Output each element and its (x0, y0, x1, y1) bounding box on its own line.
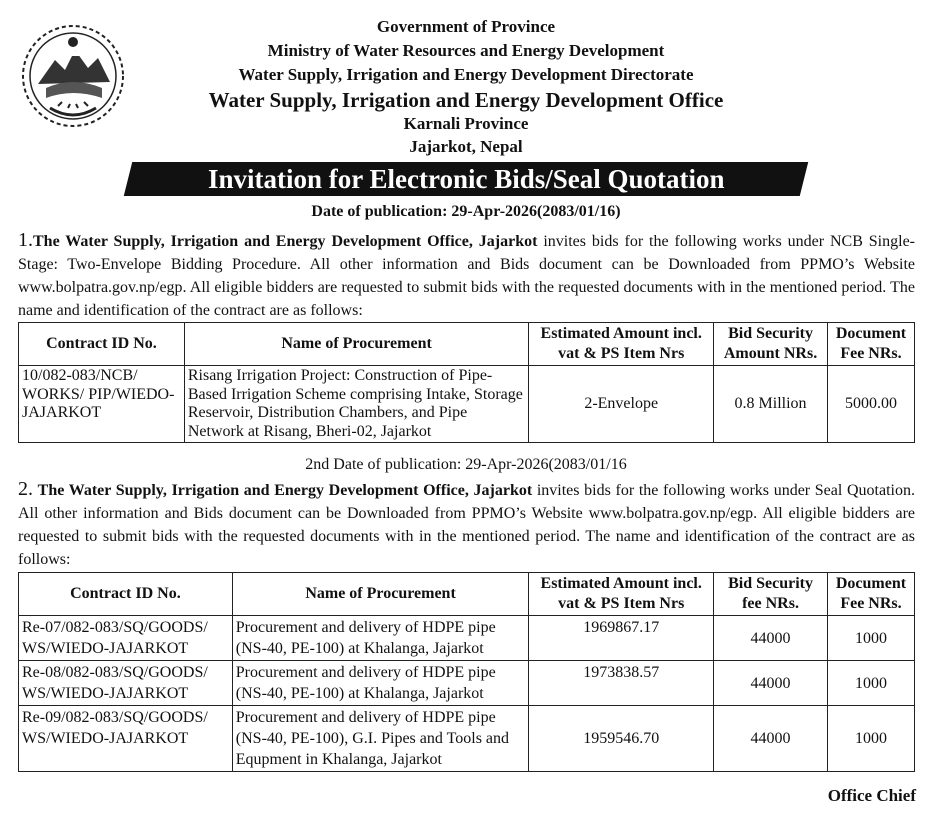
table-row (19, 366, 915, 443)
header-office: Water Supply, Irrigation and Energy Development Office (208, 88, 724, 112)
column-header: Bid Security fee NRs. (714, 573, 828, 616)
document-fee: 1000 (827, 706, 914, 772)
column-header: Estimated Amount incl. vat & PS Item Nrs (529, 573, 714, 616)
column-header: Document Fee NRs. (827, 573, 914, 616)
estimated-amount: 1959546.70 (529, 706, 714, 772)
contract-id: Re-09/082-083/SQ/GOODS/ WS/WIEDO-JAJARKOT (19, 706, 233, 772)
column-header: Contract ID No. (19, 573, 233, 616)
table-header-row (19, 573, 915, 616)
header-ministry: Ministry of Water Resources and Energy Development (267, 41, 665, 60)
bid-security: 0.8 Million (714, 366, 828, 443)
section-1-paragraph (18, 229, 915, 322)
document-fee: 1000 (827, 616, 914, 661)
procurement-name: Procurement and delivery of HDPE pipe (NS-40, PE-100) at Khalanga, Jajarkot (232, 616, 529, 661)
table-row (19, 661, 915, 706)
document-fee: 1000 (827, 661, 914, 706)
bid-security: 44000 (714, 661, 828, 706)
estimated-amount: 1973838.57 (529, 661, 714, 706)
section-1-table (18, 322, 915, 443)
contract-id: Re-07/082-083/SQ/GOODS/ WS/WIEDO-JAJARKOT (19, 616, 233, 661)
contract-id: Re-08/082-083/SQ/GOODS/ WS/WIEDO-JAJARKOT (19, 661, 233, 706)
section-2-text: invites bids for the following works under Seal Quotation. All other information and Bids document can be Downloaded from PPMO’s Website www.bolpatra.gov.np/egp. All eligible bidders are requested to submit bids with the requested documents with in the mentioned period. The name and identification of the contract are as follows: (18, 482, 915, 568)
column-header: Name of Procurement (232, 573, 529, 616)
header-directorate: Water Supply, Irrigation and Energy Development Directorate (238, 65, 694, 84)
bid-security: 44000 (714, 616, 828, 661)
column-header: Estimated Amount incl. vat & PS Item Nrs (529, 323, 714, 366)
publication-date: Date of publication: 29-Apr-2026(2083/01/16) (311, 203, 621, 220)
table-row (19, 616, 915, 661)
header-location: Jajarkot, Nepal (409, 137, 523, 156)
procurement-name: Risang Irrigation Project: Construction of Pipe-Based Irrigation Scheme comprising Intake, Storage Reservoir, Distribution Chambers, and Pipe Network at Risang, Bheri-02, Jajarkot (184, 366, 528, 443)
estimated-amount: 1969867.17 (529, 616, 714, 661)
notice-title-banner (124, 162, 808, 196)
procurement-name: Procurement and delivery of HDPE pipe (NS-40, PE-100) at Khalanga, Jajarkot (232, 661, 529, 706)
column-header: Document Fee NRs. (827, 323, 914, 366)
section-1-office: The Water Supply, Irrigation and Energy Development Office, Jajarkot (33, 233, 538, 250)
estimated-amount: 2-Envelope (529, 366, 714, 443)
section-2-number: 2. (18, 478, 33, 500)
header-province: Karnali Province (403, 114, 529, 133)
section-1-number: 1. (18, 229, 33, 251)
second-publication-date: 2nd Date of publication: 29-Apr-2026(2083/01/16 (305, 456, 627, 473)
column-header: Bid Security Amount NRs. (714, 323, 828, 366)
column-header: Name of Procurement (184, 323, 528, 366)
bid-security: 44000 (714, 706, 828, 772)
table-header-row (19, 323, 915, 366)
document-fee: 5000.00 (827, 366, 914, 443)
section-1-text: invites bids for the following works under NCB Single-Stage: Two-Envelope Bidding Procedure. All other information and Bids document can be Downloaded from PPMO’s Website www.bolpatra.gov.np/egp. All eligible bidders are requested to submit bids with the requested documents with in the mentioned period. The name and identification of the contract are as follows: (18, 233, 915, 319)
section-2-table (18, 572, 915, 772)
contract-id: 10/082-083/NCB/ WORKS/ PIP/WIEDO- JAJARKOT (19, 366, 185, 443)
procurement-name: Procurement and delivery of HDPE pipe (NS-40, PE-100), G.I. Pipes and Tools and Equpment in Khalanga, Jajarkot (232, 706, 529, 772)
table-row (19, 706, 915, 772)
notice-title: Invitation for Electronic Bids/Seal Quotation (207, 164, 725, 194)
section-2-office: The Water Supply, Irrigation and Energy Development Office, Jajarkot (37, 482, 533, 499)
header-government: Government of Province (376, 17, 556, 36)
section-2-paragraph (18, 478, 915, 571)
signature-office-chief: Office Chief (827, 786, 916, 805)
column-header: Contract ID No. (19, 323, 185, 366)
